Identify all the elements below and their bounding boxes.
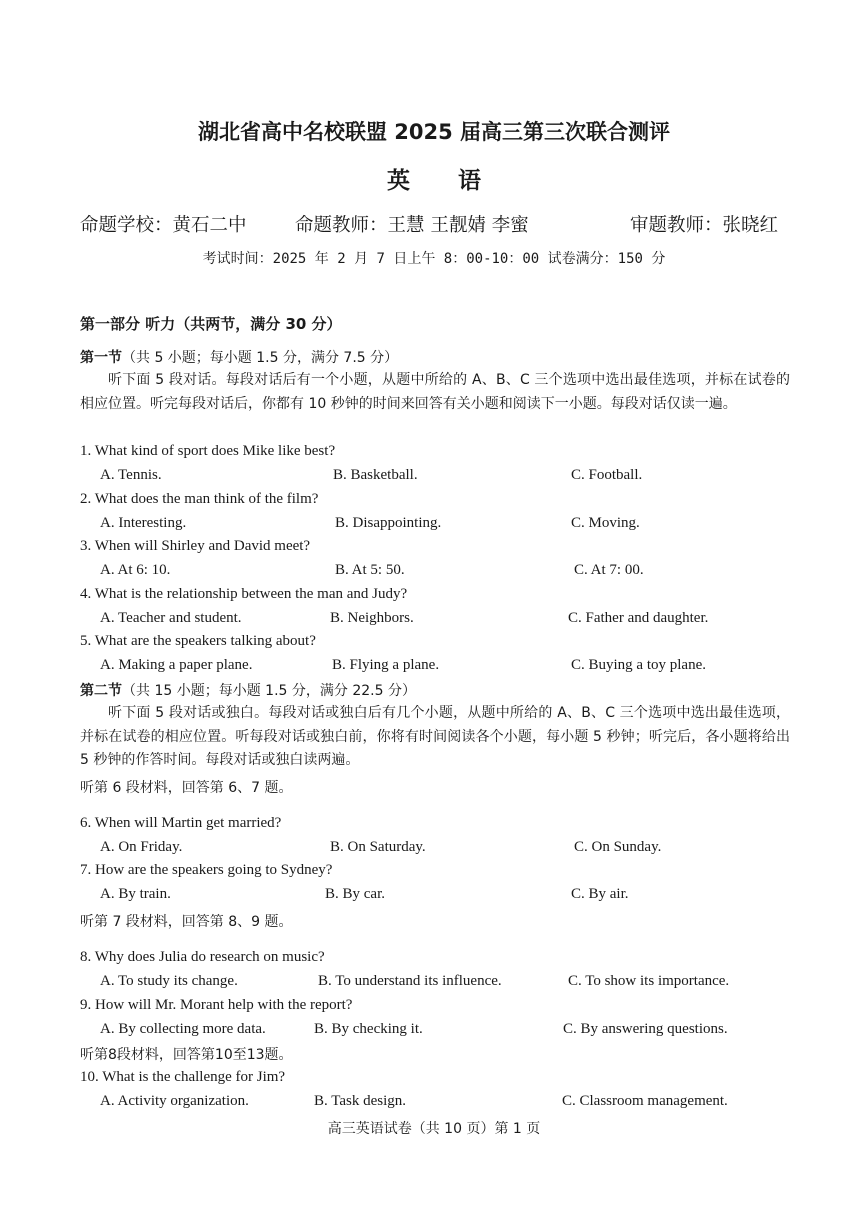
option-c: C. Father and daughter. xyxy=(568,610,709,626)
section1-desc: （共 5 小题；每小题 1.5 分，满分 7.5 分） xyxy=(122,350,399,366)
setting-school: 命题学校：黄石二中 xyxy=(80,215,247,236)
option-a: A. To study its change. xyxy=(100,973,238,989)
question: 2. What does the man think of the film? xyxy=(80,491,319,507)
setting-teachers: 命题教师：王慧 王靓婧 李蜜 xyxy=(295,215,529,236)
reviewer: 审题教师：张晓红 xyxy=(630,215,779,236)
question: 5. What are the speakers talking about? xyxy=(80,633,316,649)
option-a: A. Teacher and student. xyxy=(100,610,242,626)
option-a: A. At 6: 10. xyxy=(100,562,171,578)
option-a: A. On Friday. xyxy=(100,839,183,855)
question: 1. What kind of sport does Mike like best? xyxy=(80,443,336,459)
option-a: A. By collecting more data. xyxy=(100,1021,266,1037)
question: 7. How are the speakers going to Sydney? xyxy=(80,862,333,878)
part-heading: 第一部分 听力（共两节，满分 30 分） xyxy=(80,315,342,333)
option-c: C. To show its importance. xyxy=(568,973,730,989)
question: 8. Why does Julia do research on music? xyxy=(80,949,325,965)
page-footer: 高三英语试卷（共 10 页）第 1 页 xyxy=(327,1121,541,1137)
section1-instructions: 听下面 5 段对话。每段对话后有一个小题，从题中所给的 A、B、C 三个选项中选出最佳选项，并标在试卷的相应位置。听完每段对话后，你都有 10 秒钟的时间来回答有关小题和阅读下一小题。每段对话仅读一遍。 xyxy=(80,372,790,412)
option-b: B. Flying a plane. xyxy=(332,657,440,673)
question: 4. What is the relationship between the man and Judy? xyxy=(80,586,408,602)
subject-title: 英 语 xyxy=(386,168,501,194)
option-b: B. At 5: 50. xyxy=(335,562,405,578)
question: 3. When will Shirley and David meet? xyxy=(80,538,311,554)
section2-instructions: 听下面 5 段对话或独白。每段对话或独白后有几个小题，从题中所给的 A、B、C 三个选项中选出最佳选项，并标在试卷的相应位置。听每段对话或独白前，你将有时间阅读各个小题，每小题 5 秒钟；听完后，各小题将给出 5 秒钟的作答时间。每段对话或独白读两遍。 xyxy=(80,705,790,768)
option-b: B. By car. xyxy=(325,886,385,902)
question: 6. When will Martin get married? xyxy=(80,815,282,831)
section2-desc: （共 15 小题；每小题 1.5 分，满分 22.5 分） xyxy=(122,683,416,699)
option-c: C. Buying a toy plane. xyxy=(571,657,706,673)
option-b: B. On Saturday. xyxy=(330,839,426,855)
option-b: B. Basketball. xyxy=(333,467,418,483)
option-c: C. By answering questions. xyxy=(563,1021,728,1037)
question: 9. How will Mr. Morant help with the report? xyxy=(80,997,353,1013)
option-c: C. At 7: 00. xyxy=(574,562,644,578)
option-b: B. Task design. xyxy=(314,1093,407,1109)
option-a: A. Interesting. xyxy=(100,515,187,531)
option-a: A. Activity organization. xyxy=(100,1093,249,1109)
option-a: A. Making a paper plane. xyxy=(100,657,253,673)
section1-label: 第一节 xyxy=(80,350,122,366)
section2-heading xyxy=(80,680,416,700)
option-c: C. Classroom management. xyxy=(562,1093,728,1109)
section1-heading xyxy=(80,347,398,367)
option-c: C. Moving. xyxy=(571,515,640,531)
exam-info: 考试时间：2025 年 2 月 7 日上午 8：00-10：00 试卷满分：150 分 xyxy=(202,251,666,267)
option-b: B. By checking it. xyxy=(314,1021,423,1037)
material-note: 听第 7 段材料，回答第 8、9 题。 xyxy=(80,914,293,930)
option-b: B. Neighbors. xyxy=(330,610,414,626)
option-b: B. To understand its influence. xyxy=(318,973,502,989)
exam-title: 湖北省高中名校联盟 2025 届高三第三次联合测评 xyxy=(197,120,671,144)
question: 10. What is the challenge for Jim? xyxy=(80,1069,286,1085)
section2-label: 第二节 xyxy=(80,683,122,699)
option-a: A. By train. xyxy=(100,886,171,902)
option-c: C. By air. xyxy=(571,886,629,902)
option-c: C. On Sunday. xyxy=(574,839,662,855)
option-c: C. Football. xyxy=(571,467,643,483)
option-b: B. Disappointing. xyxy=(335,515,442,531)
material-note: 听第8段材料，回答第10至13题。 xyxy=(80,1047,293,1063)
material-note: 听第 6 段材料，回答第 6、7 题。 xyxy=(80,780,293,796)
option-a: A. Tennis. xyxy=(100,467,162,483)
